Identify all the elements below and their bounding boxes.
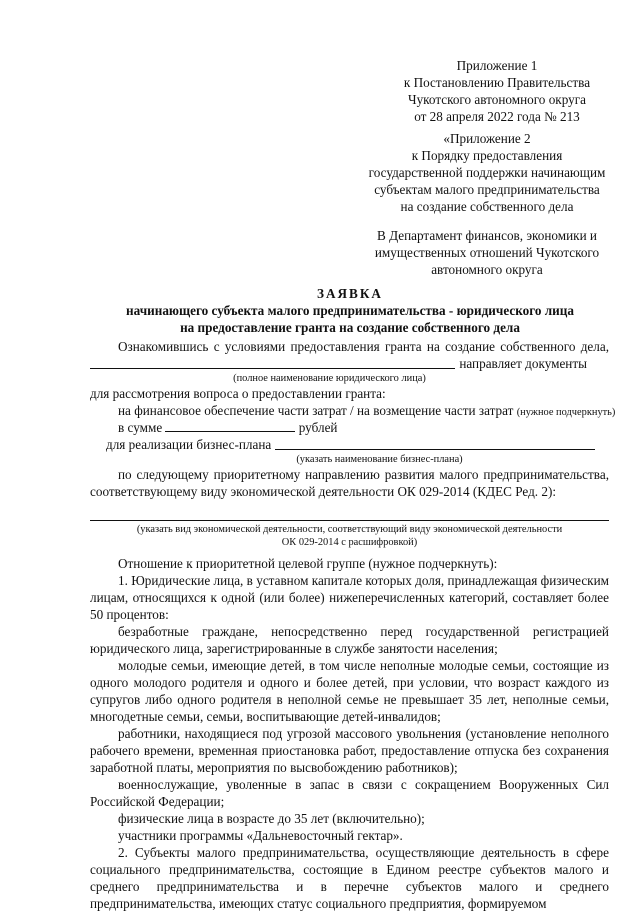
target-group-heading: Отношение к приоритетной целевой группе (нужное подчеркнуть): [118,556,498,571]
appendix-2-line: на создание собственного дела [400,199,574,214]
category-workers: работники, находящиеся под угрозой массового увольнения (установление неполного рабочего времени, временная приостановка работ, предоставление отпуска без сохранения заработной платы, мероприятия по высвобождению работников); [90,726,609,775]
org-name-row [90,355,609,372]
appendix-1-line: Чукотского автономного округа [408,92,586,107]
appendix-2-line: субъектам малого предпринимательства [374,182,600,197]
addressee-block [356,227,618,278]
category-unemployed: безработные граждане, непосредственно перед государственной регистрацией юридического лица, зарегистрированные в службе занятости населения; [90,624,609,656]
activity-caption: ОК 029-2014 с расшифровкой) [281,537,418,548]
appendix-2-line: государственной поддержки начинающим [368,165,606,180]
business-plan-field[interactable] [275,437,595,450]
financing-text: на финансовое обеспечение части затрат / на возмещение части затрат [118,403,514,418]
intro-line: Ознакомившись с условиями предоставления гранта на создание собственного дела, [118,339,609,354]
category-item-1: 1. Юридические лица, в уставном капитале которых доля, принадлежащая физическим лицам, относящихся к одной (или более) нижеперечисленных категорий, составляет более 50 процентов: [90,573,609,622]
sum-prefix: в сумме [118,420,163,435]
title-line: на предоставление гранта на создание собственного дела [180,320,520,335]
direction-line: соответствующему виду экономической деятельности ОК 029-2014 (КДЕС Ред. 2): [90,484,557,499]
appendix-2-line: «Приложение 2 [443,131,531,146]
title-main: ЗАЯВКА [317,286,383,301]
category-families: молодые семьи, имеющие детей, в том числе неполные молодые семьи, состоящие из одного молодого родителя и одного и более детей, при условии, что возраст каждого из супругов либо одного родителя в неполной семье не превышает 35 лет, неполные семьи, многодетные семьи, семьи, воспитывающие детей-инвалидов; [90,658,609,724]
category-young: физические лица в возрасте до 35 лет (включительно); [118,811,425,826]
financing-line [90,402,616,419]
direction-line: по следующему приоритетному направлению развития малого предпринимательства, [118,467,609,482]
sum-line [90,419,609,436]
appendix-1-line: от 28 апреля 2022 года № 213 [414,109,580,124]
activity-caption: (указать вид экономической деятельности, соответствующий виду экономической деятельности [136,524,563,535]
appendix-1-line: к Постановлению Правительства [403,75,591,90]
intro-line-end: направляет документы [459,356,587,371]
plan-caption: (указать наименование бизнес-плана) [296,454,463,465]
addressee-line: автономного округа [431,262,543,277]
org-name-field[interactable] [90,356,455,369]
application-body [90,338,616,912]
plan-row [90,436,609,453]
application-title [90,285,610,336]
category-military: военнослужащие, уволенные в запас в связи с сокращением Вооруженных Сил Российской Федерации; [90,777,609,809]
purpose-line: для рассмотрения вопроса о предоставлении гранта: [90,386,386,401]
appendix-1-block [378,57,616,125]
activity-field[interactable] [90,508,609,521]
category-hectare: участники программы «Дальневосточный гектар». [118,828,403,843]
appendix-1-line: Приложение 1 [456,58,538,73]
sum-suffix: рублей [298,420,338,435]
addressee-line: В Департамент финансов, экономики и [377,228,597,243]
plan-prefix: для реализации бизнес-плана [106,437,272,452]
addressee-line: имущественных отношений Чукотского [374,245,600,260]
financing-note: (нужное подчеркнуть) [516,407,616,418]
category-item-2: 2. Субъекты малого предпринимательства, осуществляющие деятельность в сфере социального предпринимательства, состоящие в Едином реестре субъектов малого и среднего предпринимательства и в перечне субъектов малого и среднего предпринимательства, имеющих статус социального предприятия, формируемом [90,845,609,911]
appendix-2-line: к Порядку предоставления [411,148,563,163]
org-name-caption: (полное наименование юридического лица) [233,373,426,384]
appendix-2-block [356,130,618,215]
title-line: начинающего субъекта малого предпринимательства - юридического лица [126,303,574,318]
sum-field[interactable] [165,419,295,432]
